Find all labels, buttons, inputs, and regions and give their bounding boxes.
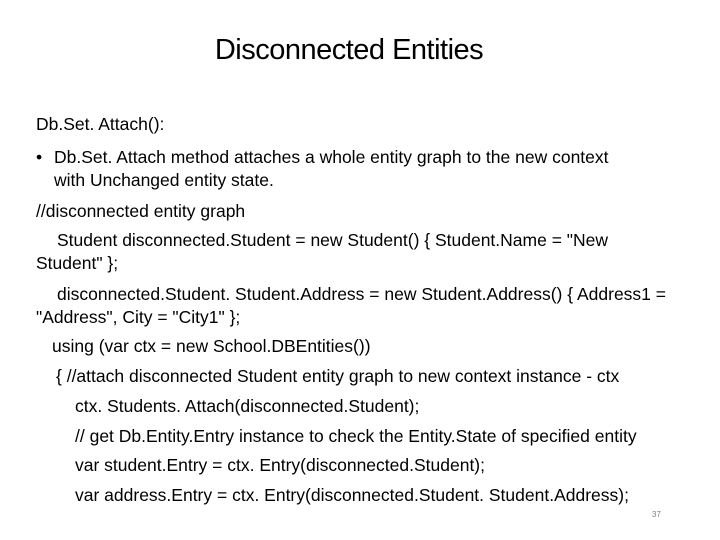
- bullet-marker: •: [36, 147, 43, 167]
- code-line: { //attach disconnected Student entity graph to new context instance - ctx: [56, 366, 620, 386]
- code-line: Student disconnected.Student = new Student() { Student.Name = "New: [57, 230, 609, 250]
- comment-line: //disconnected entity graph: [36, 201, 246, 221]
- code-line: // get Db.Entity.Entry instance to check the Entity.State of specified entity: [75, 426, 637, 446]
- code-line: var address.Entry = ctx. Entry(disconnected.Student. Student.Address);: [75, 485, 629, 505]
- page-number: 37: [652, 510, 661, 519]
- bullet-text-line-1: Db.Set. Attach method attaches a whole entity graph to the new context: [54, 147, 609, 167]
- code-line: using (var ctx = new School.DBEntities()): [52, 336, 371, 356]
- bullet-text-line-2: with Unchanged entity state.: [54, 170, 274, 190]
- code-line: Student" };: [36, 253, 119, 273]
- code-line: ctx. Students. Attach(disconnected.Student);: [75, 396, 420, 416]
- code-line: "Address", City = "City1" };: [36, 307, 241, 327]
- code-line: disconnected.Student. Student.Address = new Student.Address() { Address1 =: [57, 284, 666, 304]
- code-line: var student.Entry = ctx. Entry(disconnected.Student);: [75, 455, 485, 475]
- slide-title: Disconnected Entities: [214, 34, 484, 66]
- section-heading: Db.Set. Attach():: [36, 114, 165, 134]
